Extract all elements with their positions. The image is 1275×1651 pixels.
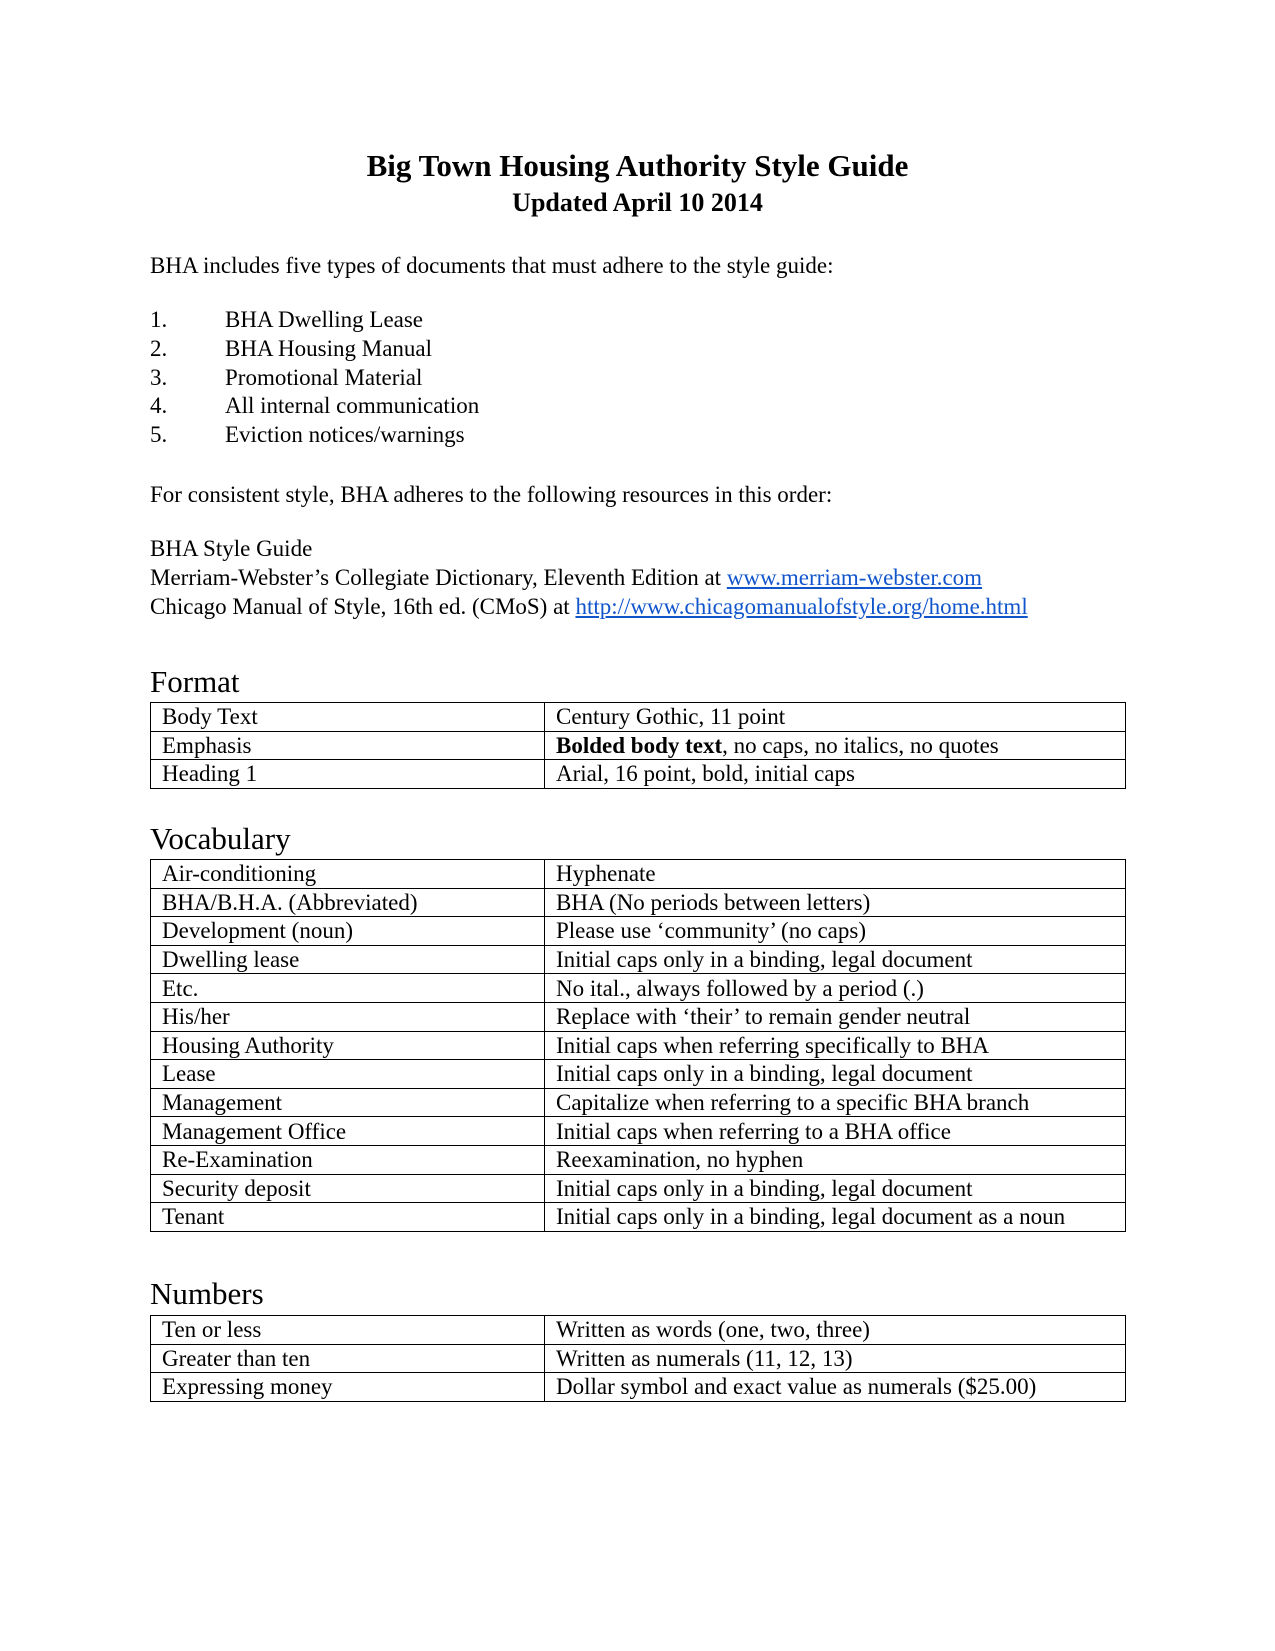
table-cell-term: Development (noun) — [151, 917, 545, 946]
table-row — [151, 1117, 1126, 1146]
vocabulary-heading: Vocabulary — [150, 821, 291, 856]
list-item — [150, 421, 479, 450]
table-cell-rule: Reexamination, no hyphen — [545, 1145, 1126, 1174]
format-heading: Format — [150, 664, 240, 699]
list-number: 1. — [150, 307, 168, 332]
format-table — [150, 702, 1126, 789]
vocabulary-table — [150, 859, 1126, 1232]
table-cell-term: Body Text — [151, 703, 545, 732]
document-title: Big Town Housing Authority Style Guide — [366, 148, 909, 183]
table-row — [151, 731, 1126, 760]
table-cell-rule: Written as numerals (11, 12, 13) — [545, 1344, 1126, 1373]
table-row — [151, 860, 1126, 889]
table-cell-term: Etc. — [151, 974, 545, 1003]
table-cell-term: Management Office — [151, 1117, 545, 1146]
table-row — [151, 1373, 1126, 1402]
table-row — [151, 974, 1126, 1003]
table-cell-term: BHA/B.H.A. (Abbreviated) — [151, 888, 545, 917]
list-label: BHA Dwelling Lease — [225, 307, 424, 332]
table-cell-term: Emphasis — [151, 731, 545, 760]
table-cell-term: Heading 1 — [151, 760, 545, 789]
table-cell-term: Expressing money — [151, 1373, 545, 1402]
table-cell-rule: Dollar symbol and exact value as numerals ($25.00) — [545, 1373, 1126, 1402]
resource-style-guide: BHA Style Guide — [150, 536, 313, 561]
resource-cmos: Chicago Manual of Style, 16th ed. (CMoS) at http://www.chicagomanualofstyle.org/home.html — [150, 593, 1028, 619]
table-cell-term: Housing Authority — [151, 1031, 545, 1060]
table-row — [151, 1031, 1126, 1060]
table-cell-rule: Initial caps when referring specifically to BHA — [545, 1031, 1126, 1060]
table-cell-rule: Century Gothic, 11 point — [545, 703, 1126, 732]
table-cell-term: Air-conditioning — [151, 860, 545, 889]
chicago-manual-link[interactable]: http://www.chicagomanualofstyle.org/home.html — [575, 593, 1028, 619]
list-number: 4. — [150, 393, 168, 419]
table-cell-rule: Please use ‘community’ (no caps) — [545, 917, 1126, 946]
table-cell-rule: No ital., always followed by a period (.) — [545, 974, 1126, 1003]
table-row — [151, 1060, 1126, 1089]
resources-block — [150, 535, 1028, 621]
table-cell-term: Security deposit — [151, 1174, 545, 1203]
list-number: 3. — [150, 364, 168, 390]
bold-example: Bolded body text — [556, 732, 723, 758]
table-row — [151, 1174, 1126, 1203]
table-row — [151, 917, 1126, 946]
table-cell-term: Dwelling lease — [151, 945, 545, 974]
merriam-webster-link[interactable]: www.merriam-webster.com — [726, 564, 983, 590]
table-cell-rule: Bolded body text, no caps, no italics, no quotes — [545, 731, 1126, 760]
list-label: BHA Housing Manual — [225, 335, 432, 361]
table-cell-term: Management — [151, 1088, 545, 1117]
table-row — [151, 1088, 1126, 1117]
table-cell-term: Lease — [151, 1060, 545, 1089]
table-cell-term: His/her — [151, 1002, 545, 1031]
resources-intro-paragraph: For consistent style, BHA adheres to the following resources in this order: — [150, 482, 833, 507]
table-cell-rule: Arial, 16 point, bold, initial caps — [545, 760, 1126, 789]
table-row — [151, 1203, 1126, 1232]
table-cell-rule: Replace with ‘their’ to remain gender neutral — [545, 1002, 1126, 1031]
table-cell-term: Ten or less — [151, 1316, 545, 1345]
list-label: Promotional Material — [225, 364, 423, 390]
table-row — [151, 945, 1126, 974]
resource-dictionary: Merriam-Webster’s Collegiate Dictionary, Eleventh Edition at www.merriam-webster.com — [150, 564, 983, 590]
table-cell-rule: Initial caps when referring to a BHA office — [545, 1117, 1126, 1146]
table-cell-rule: Written as words (one, two, three) — [545, 1316, 1126, 1345]
table-cell-rule: Hyphenate — [545, 860, 1126, 889]
table-row — [151, 760, 1126, 789]
table-row — [151, 1002, 1126, 1031]
list-label: Eviction notices/warnings — [225, 422, 465, 448]
document-types-list — [150, 306, 479, 450]
table-cell-rule: Initial caps only in a binding, legal document — [545, 1060, 1126, 1089]
table-row — [151, 1344, 1126, 1373]
numbers-table — [150, 1315, 1126, 1402]
list-item — [150, 306, 479, 335]
table-cell-term: Tenant — [151, 1203, 545, 1232]
table-cell-rule: Initial caps only in a binding, legal document — [545, 945, 1126, 974]
list-number: 5. — [150, 422, 168, 448]
table-cell-rule: Initial caps only in a binding, legal document — [545, 1174, 1126, 1203]
table-row — [151, 1145, 1126, 1174]
table-row — [151, 703, 1126, 732]
document-subtitle: Updated April 10 2014 — [512, 188, 763, 217]
table-row — [151, 888, 1126, 917]
list-item — [150, 335, 479, 364]
intro-paragraph: BHA includes five types of documents that must adhere to the style guide: — [150, 253, 834, 278]
list-item — [150, 364, 479, 393]
table-cell-rule: Capitalize when referring to a specific BHA branch — [545, 1088, 1126, 1117]
table-cell-rule: BHA (No periods between letters) — [545, 888, 1126, 917]
table-cell-rule: Initial caps only in a binding, legal document as a noun — [545, 1203, 1126, 1232]
list-item — [150, 392, 479, 421]
list-label: All internal communication — [225, 393, 480, 419]
numbers-heading: Numbers — [150, 1276, 264, 1311]
table-row — [151, 1316, 1126, 1345]
list-number: 2. — [150, 335, 168, 361]
table-cell-term: Greater than ten — [151, 1344, 545, 1373]
table-cell-term: Re-Examination — [151, 1145, 545, 1174]
